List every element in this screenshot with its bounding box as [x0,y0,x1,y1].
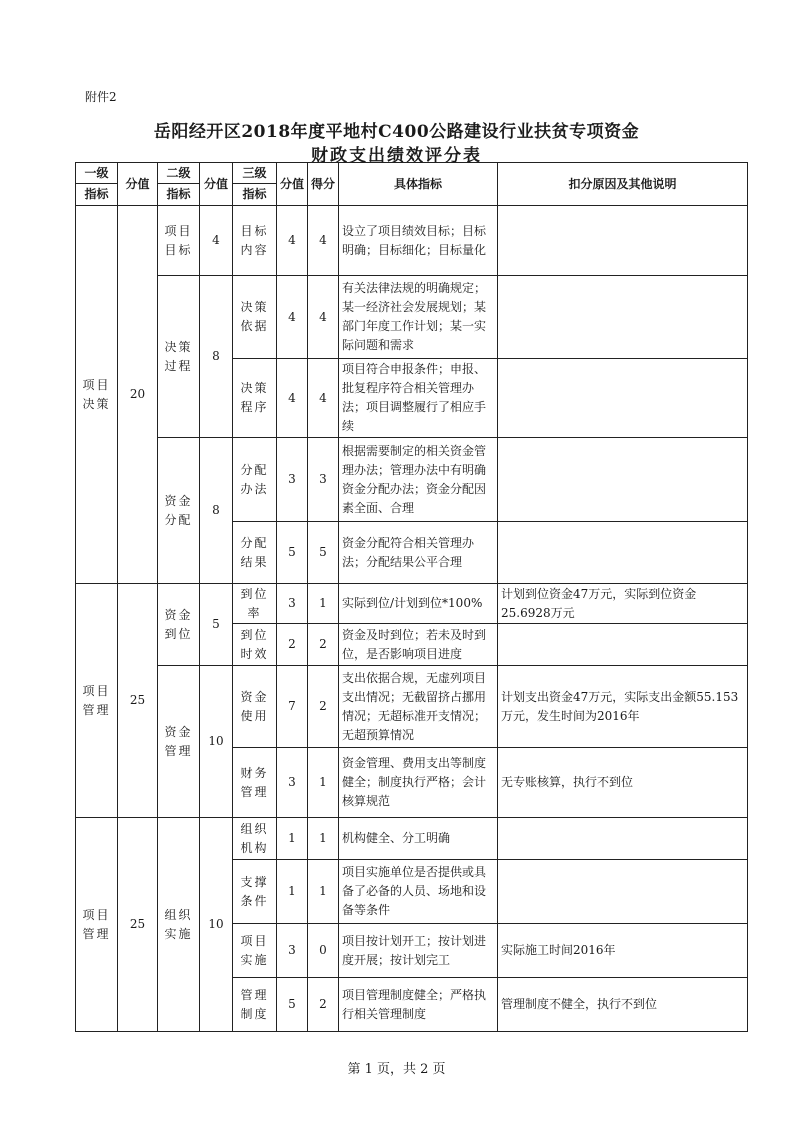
item-got: 2 [308,978,339,1032]
group-name: 资金 到位 [158,584,200,666]
item-indicator: 项目按计划开工；按计划进度开展；按计划完工 [339,924,498,978]
item-got: 5 [308,522,339,584]
item-got: 4 [308,276,339,359]
item-score: 7 [277,666,308,748]
section-name: 项目 管理 [76,584,118,818]
item-score: 3 [277,438,308,522]
header-score3: 分值 [277,163,308,206]
item-got: 1 [308,584,339,624]
item-indicator: 资金及时到位；若未及时到位，是否影响项目进度 [339,624,498,666]
item-name: 到位 时效 [233,624,277,666]
group-score: 10 [200,666,233,818]
item-score: 1 [277,818,308,860]
item-indicator: 项目符合申报条件；申报、批复程序符合相关管理办法；项目调整履行了相应手续 [339,359,498,438]
header-remark: 扣分原因及其他说明 [498,163,748,206]
item-got: 2 [308,624,339,666]
group-score: 8 [200,438,233,584]
table-row [76,666,748,748]
item-indicator: 实际到位/计划到位*100% [339,584,498,624]
item-remark [498,206,748,276]
item-name: 分配 结果 [233,522,277,584]
section-score: 25 [118,818,158,1032]
item-score: 4 [277,359,308,438]
item-got: 1 [308,748,339,818]
item-indicator: 资金分配符合相关管理办法；分配结果公平合理 [339,522,498,584]
header-indicator: 具体指标 [339,163,498,206]
item-name: 决策 程序 [233,359,277,438]
group-name: 资金 分配 [158,438,200,584]
item-name: 到位 率 [233,584,277,624]
item-name: 资金 使用 [233,666,277,748]
table-row [76,206,748,276]
item-score: 4 [277,276,308,359]
group-name: 组织 实施 [158,818,200,1032]
item-got: 1 [308,818,339,860]
document-subtitle: 财政支出绩效评分表 [311,146,482,166]
item-remark [498,624,748,666]
header-score2: 分值 [200,163,233,206]
item-got: 4 [308,206,339,276]
header-level3-bottom: 指标 [233,184,277,206]
item-score: 1 [277,860,308,924]
table-row [76,584,748,624]
group-score: 4 [200,206,233,276]
item-got: 1 [308,860,339,924]
item-remark: 实际施工时间2016年 [498,924,748,978]
group-name: 资金 管理 [158,666,200,818]
table-row [76,276,748,359]
group-name: 决策 过程 [158,276,200,438]
header-score1: 分值 [118,163,158,206]
header-level2-bottom: 指标 [158,184,200,206]
document-title: 岳阳经开区2018年度平地村C400公路建设行业扶贫专项资金 [153,122,640,142]
item-got: 2 [308,666,339,748]
item-remark [498,860,748,924]
group-score: 10 [200,818,233,1032]
group-name: 项目 目标 [158,206,200,276]
item-remark [498,359,748,438]
item-indicator: 项目管理制度健全；严格执行相关管理制度 [339,978,498,1032]
item-name: 目标 内容 [233,206,277,276]
header-level2-top: 二级 [158,163,200,184]
section-name: 项目 决策 [76,206,118,584]
item-score: 4 [277,206,308,276]
item-indicator: 根据需要制定的相关资金管理办法；管理办法中有明确资金分配办法；资金分配因素全面、合理 [339,438,498,522]
item-indicator: 项目实施单位是否提供或具备了必备的人员、场地和设备等条件 [339,860,498,924]
item-remark: 计划到位资金47万元，实际到位资金25.6928万元 [498,584,748,624]
item-indicator: 机构健全、分工明确 [339,818,498,860]
header-level1-bottom: 指标 [76,184,118,206]
item-score: 2 [277,624,308,666]
group-score: 5 [200,584,233,666]
evaluation-table [75,162,748,1032]
item-indicator: 有关法律法规的明确规定；某一经济社会发展规划；某部门年度工作计划；某一实际问题和需求 [339,276,498,359]
item-got: 4 [308,359,339,438]
table-row [76,438,748,522]
item-remark [498,438,748,522]
item-indicator: 支出依据合规，无虚列项目支出情况；无截留挤占挪用情况；无超标准开支情况；无超预算情况 [339,666,498,748]
item-score: 5 [277,522,308,584]
item-score: 3 [277,924,308,978]
item-remark [498,818,748,860]
section-name: 项目 管理 [76,818,118,1032]
item-indicator: 设立了项目绩效目标；目标明确；目标细化；目标量化 [339,206,498,276]
item-name: 决策 依据 [233,276,277,359]
item-got: 3 [308,438,339,522]
item-name: 分配 办法 [233,438,277,522]
section-score: 25 [118,584,158,818]
item-remark: 计划支出资金47万元，实际支出金额55.153万元，发生时间为2016年 [498,666,748,748]
item-name: 项目 实施 [233,924,277,978]
page-footer: 第 1 页，共 2 页 [347,1062,446,1077]
header-level3-top: 三级 [233,163,277,184]
item-remark: 管理制度不健全，执行不到位 [498,978,748,1032]
item-score: 3 [277,584,308,624]
table-row [76,818,748,860]
item-got: 0 [308,924,339,978]
item-name: 组织 机构 [233,818,277,860]
item-score: 3 [277,748,308,818]
item-name: 管理 制度 [233,978,277,1032]
item-name: 支撑 条件 [233,860,277,924]
item-remark [498,276,748,359]
header-got: 得分 [308,163,339,206]
item-name: 财务 管理 [233,748,277,818]
item-score: 5 [277,978,308,1032]
header-level1-top: 一级 [76,163,118,184]
item-remark [498,522,748,584]
section-score: 20 [118,206,158,584]
item-indicator: 资金管理、费用支出等制度健全；制度执行严格；会计核算规范 [339,748,498,818]
annex-label: 附件2 [85,90,117,104]
group-score: 8 [200,276,233,438]
item-remark: 无专账核算，执行不到位 [498,748,748,818]
